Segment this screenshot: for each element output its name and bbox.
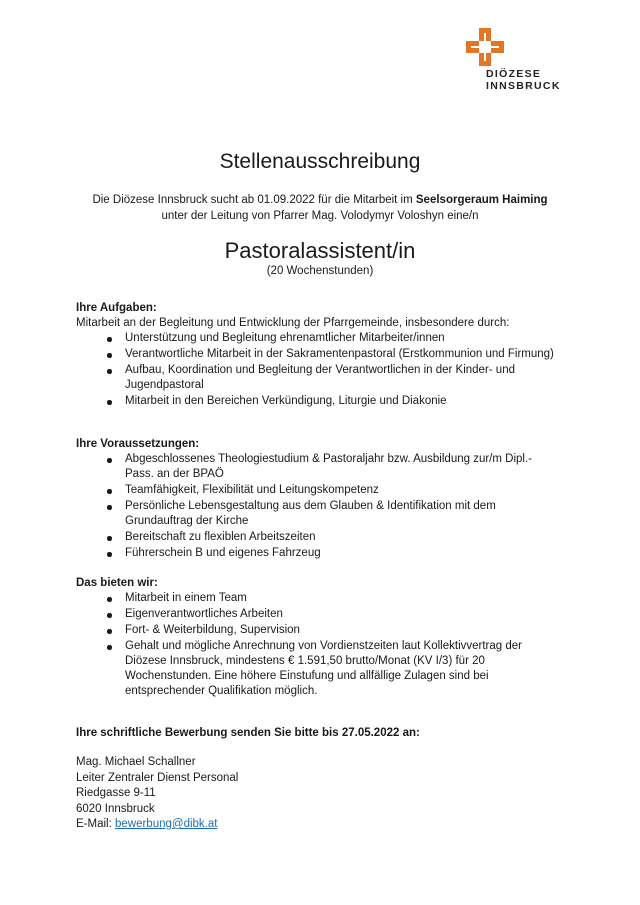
bullet-icon [107,337,112,342]
requirements-section [76,437,556,562]
contact-block [76,755,238,833]
intro-line2: unter der Leitung von Pfarrer Mag. Volodymyr Voloshyn eine/n [161,210,479,222]
contact-email-row [76,817,238,833]
logo-text-line2: INNSBRUCK [486,80,561,92]
position-hours: (20 Wochenstunden) [266,265,374,277]
list-item: Abgeschlossenes Theologiestudium & Pastoraljahr bzw. Ausbildung zur/m Dipl.-Pass. an der BPAÖ [76,452,556,482]
intro-highlight: Seelsorgeraum Haiming [415,194,548,206]
bullet-icon [107,353,112,358]
bullet-icon [107,489,112,494]
offer-heading: Das bieten wir: [76,577,158,589]
position-title: Pastoralassistent/in [224,238,416,263]
bullet-icon [107,597,112,602]
list-item: Gehalt und mögliche Anrechnung von Vordienstzeiten laut Kollektivvertrag der Diözese Innsbruck, mindestens € 1.591,50 brutto/Monat (KV I/3) für 20 Wochenstunden. Eine höhere Einstufung und allfällige Zulagen sind bei entsprechender Qualifikation möglich. [76,639,556,699]
list-item: Persönliche Lebensgestaltung aus dem Glauben & Identifikation mit dem Grundauftrag der Kirche [76,499,556,529]
intro-text [60,192,580,224]
bullet-icon [107,400,112,405]
list-item: Verantwortliche Mitarbeit in der Sakramentenpastoral (Erstkommunion und Firmung) [76,347,556,362]
list-item: Aufbau, Koordination und Begleitung der Verantwortlichen in der Kinder- und Jugendpastoral [76,363,556,393]
bullet-icon [107,369,112,374]
offer-list [76,591,556,699]
intro-part1: Die Diözese Innsbruck sucht ab 01.09.2022 für die Mitarbeit im [92,194,416,206]
bullet-icon [107,613,112,618]
list-item: Führerschein B und eigenes Fahrzeug [76,546,556,561]
tasks-lead: Mitarbeit an der Begleitung und Entwicklung der Pfarrgemeinde, insbesondere durch: [76,317,510,329]
tasks-heading: Ihre Aufgaben: [76,302,157,314]
diocese-logo [464,28,564,92]
bullet-icon [107,536,112,541]
list-item: Mitarbeit in den Bereichen Verkündigung, Liturgie und Diakonie [76,394,556,409]
requirements-heading: Ihre Voraussetzungen: [76,438,200,450]
tasks-list [76,331,556,409]
list-item: Fort- & Weiterbildung, Supervision [76,623,556,638]
cross-logo-icon [466,28,504,66]
email-link[interactable]: bewerbung@dibk.at [114,818,218,830]
contact-street: Riedgasse 9-11 [76,787,156,799]
bullet-icon [107,629,112,634]
bullet-icon [107,458,112,463]
list-item: Unterstützung und Begleitung ehrenamtlicher Mitarbeiter/innen [76,331,556,346]
bullet-icon [107,645,112,650]
list-item: Eigenverantwortliches Arbeiten [76,607,556,622]
requirements-list [76,452,556,561]
list-item: Bereitschaft zu flexiblen Arbeitszeiten [76,530,556,545]
application-deadline: Ihre schriftliche Bewerbung senden Sie bitte bis 27.05.2022 an: [76,727,420,739]
document-title: Stellenausschreibung [219,150,421,173]
bullet-icon [107,552,112,557]
list-item: Mitarbeit in einem Team [76,591,556,606]
contact-city: 6020 Innsbruck [76,802,155,815]
email-label: E-Mail: [76,818,115,830]
offer-section [76,576,556,700]
list-item: Teamfähigkeit, Flexibilität und Leitungskompetenz [76,483,556,498]
contact-name: Mag. Michael Schallner [76,756,196,768]
tasks-section [76,301,556,410]
contact-role: Leiter Zentraler Dienst Personal [76,771,239,784]
bullet-icon [107,505,112,510]
logo-text-line1: DIÖZESE [486,68,542,80]
